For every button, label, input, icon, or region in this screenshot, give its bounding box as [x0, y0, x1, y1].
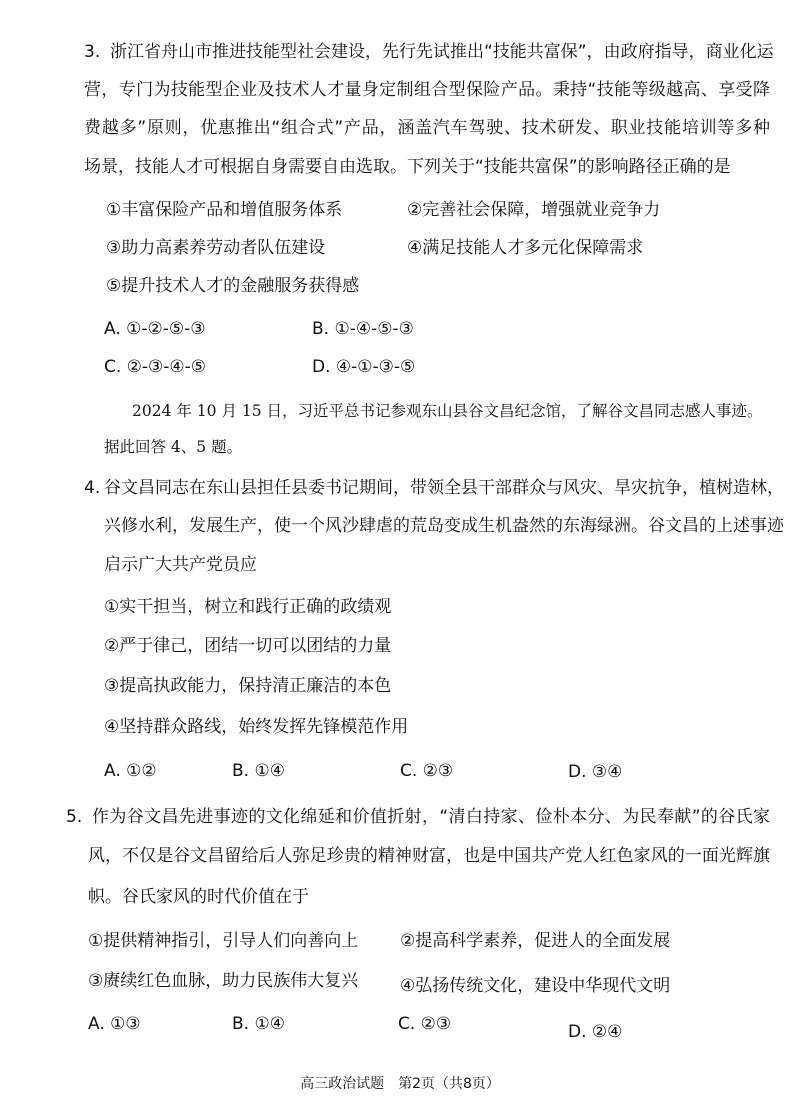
q3-stem-line: 费越多”原则，优惠推出“组合式”产品，涵盖汽车驾驶、技术研发、职业技能培训等多种 [84, 118, 770, 138]
q5-option-a: A. ①③ [88, 1014, 141, 1034]
q3-stem-line: 浙江省舟山市推进技能型社会建设，先行先试推出“技能共富保”，由政府指导，商业化运 [110, 42, 774, 62]
q4-number: 4. [84, 478, 101, 498]
q4-item-1: ①实干担当，树立和践行正确的政绩观 [104, 597, 392, 617]
page-footer: 高三政治试题 第2页（共8页） [300, 1076, 500, 1092]
q4-option-b: B. ①④ [232, 761, 285, 781]
q3-number: 3. [84, 42, 101, 62]
q5-stem-line: 帜。谷氏家风的时代价值在于 [88, 887, 309, 907]
q5-stem-line: 作为谷文昌先进事迹的文化绵延和价值折射，“清白持家、俭朴本分、为民奉献”的谷氏家 [92, 807, 770, 827]
q3-stem-line: 场景，技能人才可根据自身需要自由选取。下列关于“技能共富保”的影响路径正确的是 [84, 157, 731, 177]
q4-item-3: ③提高执政能力，保持清正廉洁的本色 [104, 676, 392, 696]
q3-item-1: ①丰富保险产品和增值服务体系 [106, 200, 343, 220]
q4-stem-line: 谷文昌同志在东山县担任县委书记期间，带领全县干部群众与风灾、旱灾抗争，植树造林， [104, 478, 784, 498]
q3-option-b: B. ①-④-⑤-③ [312, 319, 414, 339]
q3-item-2: ②完善社会保障，增强就业竞争力 [407, 200, 661, 220]
material-line: 2024 年 10 月 15 日，习近平总书记参观东山县谷文昌纪念馆，了解谷文昌同志感人事迹。 [132, 402, 763, 420]
material-line: 据此回答 4、5 题。 [104, 438, 243, 456]
q4-stem-line: 兴修水利，发展生产，使一个风沙肆虐的荒岛变成生机盎然的东海绿洲。谷文昌的上述事迹 [104, 516, 784, 536]
q5-option-b: B. ①④ [232, 1014, 285, 1034]
q4-option-d: D. ③④ [568, 762, 623, 782]
q5-item-4: ④弘扬传统文化，建设中华现代文明 [400, 976, 671, 996]
q4-stem-line: 启示广大共产党员应 [104, 555, 257, 575]
q5-item-2: ②提高科学素养，促进人的全面发展 [400, 931, 671, 951]
q3-stem-line: 营，专门为技能型企业及技术人才量身定制组合型保险产品。秉持“技能等级越高、享受降 [84, 80, 770, 100]
q3-option-c: C. ②-③-④-⑤ [104, 357, 207, 377]
q4-option-c: C. ②③ [400, 761, 454, 781]
q5-item-3: ③赓续红色血脉，助力民族伟大复兴 [88, 971, 359, 991]
q3-item-5: ⑤提升技术人才的金融服务获得感 [106, 276, 360, 296]
q3-item-4: ④满足技能人才多元化保障需求 [407, 238, 644, 258]
q5-option-c: C. ②③ [398, 1014, 452, 1034]
q5-item-1: ①提供精神指引，引导人们向善向上 [88, 931, 359, 951]
q3-option-d: D. ④-①-③-⑤ [312, 357, 416, 377]
q5-number: 5. [66, 807, 83, 827]
q5-stem-line: 风，不仅是谷文昌留给后人弥足珍贵的精神财富，也是中国共产党人红色家风的一面光辉旗 [88, 846, 770, 866]
q3-item-3: ③助力高素养劳动者队伍建设 [106, 238, 326, 258]
q4-item-2: ②严于律己，团结一切可以团结的力量 [104, 636, 392, 656]
q3-option-a: A. ①-②-⑤-③ [104, 319, 206, 339]
q5-option-d: D. ②④ [568, 1022, 623, 1042]
q4-option-a: A. ①② [104, 761, 157, 781]
q4-item-4: ④坚持群众路线，始终发挥先锋模范作用 [104, 717, 409, 737]
